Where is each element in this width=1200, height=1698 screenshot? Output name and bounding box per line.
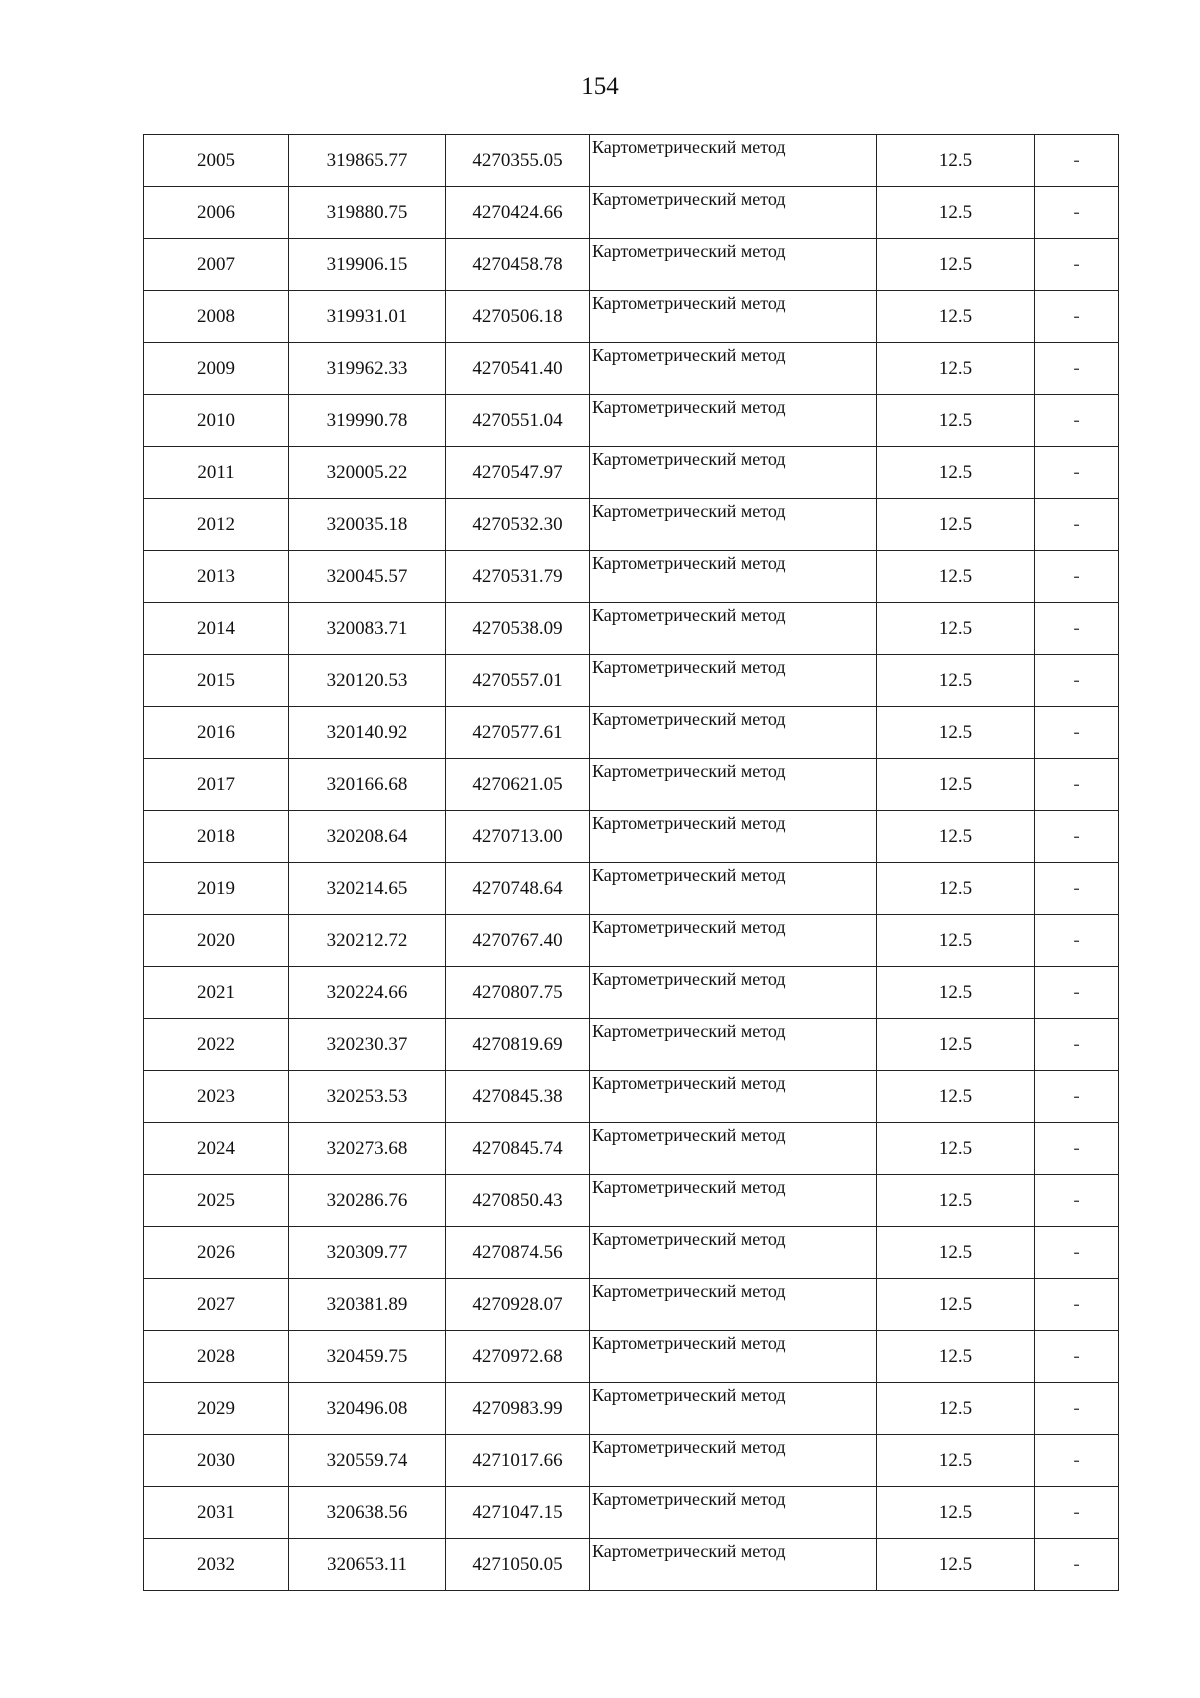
accuracy-cell: 12.5 xyxy=(877,811,1035,863)
table-row xyxy=(144,863,1119,915)
table-row xyxy=(144,239,1119,291)
accuracy-cell: 12.5 xyxy=(877,239,1035,291)
point-number-cell: 2031 xyxy=(144,1487,289,1539)
x-coordinate-cell: 320230.37 xyxy=(289,1019,446,1071)
y-coordinate-cell: 4270532.30 xyxy=(446,499,590,551)
x-coordinate-cell: 320045.57 xyxy=(289,551,446,603)
point-number-cell: 2008 xyxy=(144,291,289,343)
x-coordinate-cell: 320212.72 xyxy=(289,915,446,967)
method-cell: Картометрический метод xyxy=(590,967,877,1019)
note-cell: - xyxy=(1035,1071,1119,1123)
table-row xyxy=(144,187,1119,239)
point-number-cell: 2025 xyxy=(144,1175,289,1227)
table-row xyxy=(144,967,1119,1019)
y-coordinate-cell: 4270845.74 xyxy=(446,1123,590,1175)
point-number-cell: 2020 xyxy=(144,915,289,967)
note-cell: - xyxy=(1035,1227,1119,1279)
table-row xyxy=(144,915,1119,967)
page-number: 154 xyxy=(581,73,619,100)
x-coordinate-cell: 320208.64 xyxy=(289,811,446,863)
point-number-cell: 2021 xyxy=(144,967,289,1019)
y-coordinate-cell: 4270458.78 xyxy=(446,239,590,291)
accuracy-cell: 12.5 xyxy=(877,863,1035,915)
method-cell: Картометрический метод xyxy=(590,1487,877,1539)
table-row xyxy=(144,135,1119,187)
y-coordinate-cell: 4270874.56 xyxy=(446,1227,590,1279)
y-coordinate-cell: 4270547.97 xyxy=(446,447,590,499)
method-cell: Картометрический метод xyxy=(590,1071,877,1123)
y-coordinate-cell: 4271017.66 xyxy=(446,1435,590,1487)
table-row xyxy=(144,759,1119,811)
accuracy-cell: 12.5 xyxy=(877,967,1035,1019)
table-row xyxy=(144,499,1119,551)
y-coordinate-cell: 4270713.00 xyxy=(446,811,590,863)
x-coordinate-cell: 319990.78 xyxy=(289,395,446,447)
y-coordinate-cell: 4270748.64 xyxy=(446,863,590,915)
table-row xyxy=(144,603,1119,655)
method-cell: Картометрический метод xyxy=(590,1435,877,1487)
accuracy-cell: 12.5 xyxy=(877,1071,1035,1123)
accuracy-cell: 12.5 xyxy=(877,1175,1035,1227)
point-number-cell: 2014 xyxy=(144,603,289,655)
x-coordinate-cell: 320005.22 xyxy=(289,447,446,499)
accuracy-cell: 12.5 xyxy=(877,655,1035,707)
point-number-cell: 2018 xyxy=(144,811,289,863)
x-coordinate-cell: 320638.56 xyxy=(289,1487,446,1539)
table-row xyxy=(144,655,1119,707)
x-coordinate-cell: 320286.76 xyxy=(289,1175,446,1227)
note-cell: - xyxy=(1035,811,1119,863)
table-row xyxy=(144,1539,1119,1591)
point-number-cell: 2007 xyxy=(144,239,289,291)
point-number-cell: 2029 xyxy=(144,1383,289,1435)
accuracy-cell: 12.5 xyxy=(877,1019,1035,1071)
point-number-cell: 2011 xyxy=(144,447,289,499)
note-cell: - xyxy=(1035,1175,1119,1227)
y-coordinate-cell: 4270767.40 xyxy=(446,915,590,967)
y-coordinate-cell: 4270538.09 xyxy=(446,603,590,655)
x-coordinate-cell: 320253.53 xyxy=(289,1071,446,1123)
x-coordinate-cell: 319906.15 xyxy=(289,239,446,291)
method-cell: Картометрический метод xyxy=(590,1123,877,1175)
method-cell: Картометрический метод xyxy=(590,603,877,655)
table-row xyxy=(144,811,1119,863)
note-cell: - xyxy=(1035,343,1119,395)
point-number-cell: 2032 xyxy=(144,1539,289,1591)
coordinates-table-body xyxy=(144,135,1119,1591)
note-cell: - xyxy=(1035,1435,1119,1487)
note-cell: - xyxy=(1035,603,1119,655)
method-cell: Картометрический метод xyxy=(590,1383,877,1435)
y-coordinate-cell: 4270531.79 xyxy=(446,551,590,603)
note-cell: - xyxy=(1035,1487,1119,1539)
method-cell: Картометрический метод xyxy=(590,1019,877,1071)
method-cell: Картометрический метод xyxy=(590,1279,877,1331)
method-cell: Картометрический метод xyxy=(590,499,877,551)
method-cell: Картометрический метод xyxy=(590,551,877,603)
y-coordinate-cell: 4270972.68 xyxy=(446,1331,590,1383)
y-coordinate-cell: 4270355.05 xyxy=(446,135,590,187)
accuracy-cell: 12.5 xyxy=(877,1123,1035,1175)
x-coordinate-cell: 320273.68 xyxy=(289,1123,446,1175)
table-row xyxy=(144,1019,1119,1071)
y-coordinate-cell: 4270983.99 xyxy=(446,1383,590,1435)
accuracy-cell: 12.5 xyxy=(877,187,1035,239)
point-number-cell: 2026 xyxy=(144,1227,289,1279)
method-cell: Картометрический метод xyxy=(590,1227,877,1279)
point-number-cell: 2019 xyxy=(144,863,289,915)
x-coordinate-cell: 320224.66 xyxy=(289,967,446,1019)
x-coordinate-cell: 320120.53 xyxy=(289,655,446,707)
accuracy-cell: 12.5 xyxy=(877,603,1035,655)
method-cell: Картометрический метод xyxy=(590,135,877,187)
method-cell: Картометрический метод xyxy=(590,343,877,395)
note-cell: - xyxy=(1035,967,1119,1019)
y-coordinate-cell: 4270850.43 xyxy=(446,1175,590,1227)
table-row xyxy=(144,447,1119,499)
method-cell: Картометрический метод xyxy=(590,1175,877,1227)
point-number-cell: 2028 xyxy=(144,1331,289,1383)
table-row xyxy=(144,1279,1119,1331)
y-coordinate-cell: 4270577.61 xyxy=(446,707,590,759)
method-cell: Картометрический метод xyxy=(590,759,877,811)
point-number-cell: 2017 xyxy=(144,759,289,811)
y-coordinate-cell: 4270845.38 xyxy=(446,1071,590,1123)
note-cell: - xyxy=(1035,187,1119,239)
method-cell: Картометрический метод xyxy=(590,811,877,863)
accuracy-cell: 12.5 xyxy=(877,135,1035,187)
point-number-cell: 2027 xyxy=(144,1279,289,1331)
method-cell: Картометрический метод xyxy=(590,187,877,239)
point-number-cell: 2006 xyxy=(144,187,289,239)
note-cell: - xyxy=(1035,707,1119,759)
x-coordinate-cell: 319880.75 xyxy=(289,187,446,239)
accuracy-cell: 12.5 xyxy=(877,343,1035,395)
table-row xyxy=(144,1435,1119,1487)
note-cell: - xyxy=(1035,551,1119,603)
y-coordinate-cell: 4270541.40 xyxy=(446,343,590,395)
accuracy-cell: 12.5 xyxy=(877,1383,1035,1435)
method-cell: Картометрический метод xyxy=(590,395,877,447)
note-cell: - xyxy=(1035,447,1119,499)
note-cell: - xyxy=(1035,1019,1119,1071)
accuracy-cell: 12.5 xyxy=(877,499,1035,551)
note-cell: - xyxy=(1035,291,1119,343)
method-cell: Картометрический метод xyxy=(590,239,877,291)
note-cell: - xyxy=(1035,239,1119,291)
accuracy-cell: 12.5 xyxy=(877,759,1035,811)
accuracy-cell: 12.5 xyxy=(877,707,1035,759)
x-coordinate-cell: 320653.11 xyxy=(289,1539,446,1591)
y-coordinate-cell: 4270557.01 xyxy=(446,655,590,707)
note-cell: - xyxy=(1035,135,1119,187)
x-coordinate-cell: 320140.92 xyxy=(289,707,446,759)
note-cell: - xyxy=(1035,499,1119,551)
table-row xyxy=(144,395,1119,447)
table-row xyxy=(144,1071,1119,1123)
point-number-cell: 2012 xyxy=(144,499,289,551)
method-cell: Картометрический метод xyxy=(590,915,877,967)
x-coordinate-cell: 320496.08 xyxy=(289,1383,446,1435)
y-coordinate-cell: 4270928.07 xyxy=(446,1279,590,1331)
accuracy-cell: 12.5 xyxy=(877,1487,1035,1539)
method-cell: Картометрический метод xyxy=(590,863,877,915)
method-cell: Картометрический метод xyxy=(590,1331,877,1383)
note-cell: - xyxy=(1035,1383,1119,1435)
note-cell: - xyxy=(1035,863,1119,915)
accuracy-cell: 12.5 xyxy=(877,447,1035,499)
table-row xyxy=(144,1123,1119,1175)
note-cell: - xyxy=(1035,1331,1119,1383)
x-coordinate-cell: 320309.77 xyxy=(289,1227,446,1279)
table-row xyxy=(144,1383,1119,1435)
x-coordinate-cell: 320214.65 xyxy=(289,863,446,915)
y-coordinate-cell: 4270807.75 xyxy=(446,967,590,1019)
point-number-cell: 2022 xyxy=(144,1019,289,1071)
x-coordinate-cell: 319865.77 xyxy=(289,135,446,187)
table-row xyxy=(144,707,1119,759)
note-cell: - xyxy=(1035,915,1119,967)
method-cell: Картометрический метод xyxy=(590,707,877,759)
point-number-cell: 2010 xyxy=(144,395,289,447)
table-row xyxy=(144,1331,1119,1383)
note-cell: - xyxy=(1035,1279,1119,1331)
point-number-cell: 2016 xyxy=(144,707,289,759)
point-number-cell: 2030 xyxy=(144,1435,289,1487)
accuracy-cell: 12.5 xyxy=(877,291,1035,343)
accuracy-cell: 12.5 xyxy=(877,1435,1035,1487)
table-row xyxy=(144,343,1119,395)
table-row xyxy=(144,551,1119,603)
point-number-cell: 2009 xyxy=(144,343,289,395)
accuracy-cell: 12.5 xyxy=(877,1539,1035,1591)
note-cell: - xyxy=(1035,655,1119,707)
coordinates-table xyxy=(143,134,1119,1591)
x-coordinate-cell: 319931.01 xyxy=(289,291,446,343)
x-coordinate-cell: 320459.75 xyxy=(289,1331,446,1383)
point-number-cell: 2023 xyxy=(144,1071,289,1123)
x-coordinate-cell: 320035.18 xyxy=(289,499,446,551)
x-coordinate-cell: 320381.89 xyxy=(289,1279,446,1331)
table-row xyxy=(144,1227,1119,1279)
y-coordinate-cell: 4270506.18 xyxy=(446,291,590,343)
accuracy-cell: 12.5 xyxy=(877,551,1035,603)
x-coordinate-cell: 319962.33 xyxy=(289,343,446,395)
accuracy-cell: 12.5 xyxy=(877,1227,1035,1279)
note-cell: - xyxy=(1035,1539,1119,1591)
note-cell: - xyxy=(1035,395,1119,447)
accuracy-cell: 12.5 xyxy=(877,395,1035,447)
y-coordinate-cell: 4270424.66 xyxy=(446,187,590,239)
y-coordinate-cell: 4270621.05 xyxy=(446,759,590,811)
accuracy-cell: 12.5 xyxy=(877,1331,1035,1383)
point-number-cell: 2015 xyxy=(144,655,289,707)
note-cell: - xyxy=(1035,1123,1119,1175)
table-row xyxy=(144,1487,1119,1539)
x-coordinate-cell: 320559.74 xyxy=(289,1435,446,1487)
accuracy-cell: 12.5 xyxy=(877,915,1035,967)
method-cell: Картометрический метод xyxy=(590,1539,877,1591)
point-number-cell: 2013 xyxy=(144,551,289,603)
x-coordinate-cell: 320083.71 xyxy=(289,603,446,655)
y-coordinate-cell: 4270551.04 xyxy=(446,395,590,447)
table-row xyxy=(144,1175,1119,1227)
note-cell: - xyxy=(1035,759,1119,811)
method-cell: Картометрический метод xyxy=(590,655,877,707)
point-number-cell: 2005 xyxy=(144,135,289,187)
y-coordinate-cell: 4270819.69 xyxy=(446,1019,590,1071)
method-cell: Картометрический метод xyxy=(590,291,877,343)
y-coordinate-cell: 4271050.05 xyxy=(446,1539,590,1591)
table-row xyxy=(144,291,1119,343)
y-coordinate-cell: 4271047.15 xyxy=(446,1487,590,1539)
point-number-cell: 2024 xyxy=(144,1123,289,1175)
method-cell: Картометрический метод xyxy=(590,447,877,499)
accuracy-cell: 12.5 xyxy=(877,1279,1035,1331)
x-coordinate-cell: 320166.68 xyxy=(289,759,446,811)
